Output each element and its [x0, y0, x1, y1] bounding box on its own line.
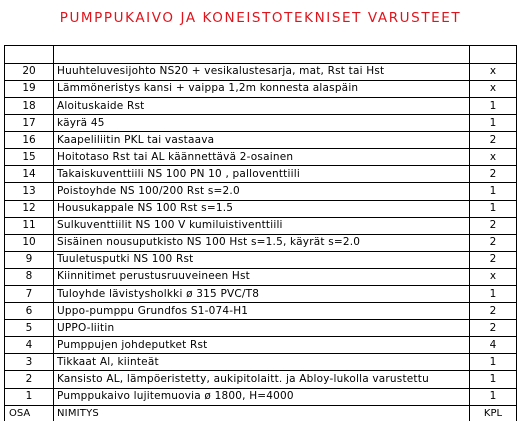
- table-row: [5, 217, 517, 234]
- row-osa: 12: [5, 200, 54, 217]
- table-row: [5, 132, 517, 149]
- row-nimitys: Huuhteluvesijohto NS20 + vesikalustesarja, mat, Rst tai Hst: [54, 63, 470, 80]
- row-kpl: 2: [470, 234, 517, 251]
- row-kpl: 1: [470, 97, 517, 114]
- table-row: [5, 354, 517, 371]
- header-row: [5, 405, 517, 421]
- row-kpl: 2: [470, 217, 517, 234]
- table-row: [5, 286, 517, 303]
- table-row: [5, 149, 517, 166]
- row-kpl: 1: [470, 200, 517, 217]
- table-row: [5, 166, 517, 183]
- row-osa: 11: [5, 217, 54, 234]
- row-kpl: x: [470, 80, 517, 97]
- row-kpl: x: [470, 268, 517, 285]
- header-osa: OSA: [5, 405, 54, 421]
- row-kpl: 1: [470, 115, 517, 132]
- row-kpl: 1: [470, 354, 517, 371]
- row-osa: 15: [5, 149, 54, 166]
- row-osa: 19: [5, 80, 54, 97]
- table-row: [5, 200, 517, 217]
- row-nimitys: Tikkaat Al, kiinteät: [54, 354, 470, 371]
- row-kpl: x: [470, 63, 517, 80]
- row-osa: 5: [5, 320, 54, 337]
- row-osa: 14: [5, 166, 54, 183]
- row-nimitys: Sisäinen nousuputkisto NS 100 Hst s=1.5, käyrät s=2.0: [54, 234, 470, 251]
- row-nimitys: Lämmöneristys kansi + vaippa 1,2m konnesta alaspäin: [54, 80, 470, 97]
- row-kpl: 1: [470, 286, 517, 303]
- table-row: [5, 183, 517, 200]
- row-nimitys: UPPO-liitin: [54, 320, 470, 337]
- row-osa: 9: [5, 251, 54, 268]
- table-row: [5, 388, 517, 405]
- row-nimitys: Kansisto AL, lämpöeristetty, aukipitolaitt. ja Abloy-lukolla varustettu: [54, 371, 470, 388]
- row-nimitys: käyrä 45: [54, 115, 470, 132]
- parts-list-body: [5, 46, 517, 406]
- row-osa: 13: [5, 183, 54, 200]
- row-osa: 2: [5, 371, 54, 388]
- row-kpl: x: [470, 149, 517, 166]
- row-nimitys: Pumppukaivo lujitemuovia ø 1800, H=4000: [54, 388, 470, 405]
- row-osa: 17: [5, 115, 54, 132]
- blank-cell: [470, 46, 517, 64]
- row-nimitys: Sulkuventtiilit NS 100 V kumiluistiventtiili: [54, 217, 470, 234]
- row-nimitys: Kaapeliliitin PKL tai vastaava: [54, 132, 470, 149]
- row-kpl: 2: [470, 320, 517, 337]
- parts-list-table: [4, 45, 517, 421]
- row-osa: 10: [5, 234, 54, 251]
- row-osa: 3: [5, 354, 54, 371]
- table-row: [5, 303, 517, 320]
- row-kpl: 1: [470, 183, 517, 200]
- row-osa: 8: [5, 268, 54, 285]
- table-row: [5, 268, 517, 285]
- table-row: [5, 371, 517, 388]
- table-row: [5, 234, 517, 251]
- row-nimitys: Uppo-pumppu Grundfos S1-074-H1: [54, 303, 470, 320]
- table-row: [5, 115, 517, 132]
- row-osa: 6: [5, 303, 54, 320]
- table-row: [5, 97, 517, 114]
- row-nimitys: Tuuletusputki NS 100 Rst: [54, 251, 470, 268]
- row-kpl: 2: [470, 251, 517, 268]
- row-osa: 20: [5, 63, 54, 80]
- row-nimitys: Tuloyhde lävistysholkki ø 315 PVC/T8: [54, 286, 470, 303]
- row-nimitys: Pumppujen johdeputket Rst: [54, 337, 470, 354]
- table-row: [5, 251, 517, 268]
- row-kpl: 1: [470, 388, 517, 405]
- row-nimitys: Kiinnitimet perustusruuveineen Hst: [54, 268, 470, 285]
- row-osa: 16: [5, 132, 54, 149]
- row-kpl: 1: [470, 371, 517, 388]
- row-kpl: 2: [470, 303, 517, 320]
- row-osa: 7: [5, 286, 54, 303]
- row-nimitys: Hoitotaso Rst tai AL käännettävä 2-osainen: [54, 149, 470, 166]
- parts-list-header: [5, 405, 517, 421]
- table-row: [5, 337, 517, 354]
- table-row: [5, 63, 517, 80]
- blank-row: [5, 46, 517, 64]
- row-nimitys: Aloituskaide Rst: [54, 97, 470, 114]
- table-row: [5, 320, 517, 337]
- blank-cell: [54, 46, 470, 64]
- row-kpl: 2: [470, 132, 517, 149]
- header-nimitys: NIMITYS: [54, 405, 470, 421]
- blank-cell: [5, 46, 54, 64]
- table-row: [5, 80, 517, 97]
- row-kpl: 2: [470, 166, 517, 183]
- row-nimitys: Takaiskuventtiili NS 100 PN 10 , palloventtiili: [54, 166, 470, 183]
- row-nimitys: Poistoyhde NS 100/200 Rst s=2.0: [54, 183, 470, 200]
- drawing-title: PUMPPUKAIVO JA KONEISTOTEKNISET VARUSTEET: [59, 10, 462, 26]
- header-kpl: KPL: [470, 405, 517, 421]
- row-nimitys: Housukappale NS 100 Rst s=1.5: [54, 200, 470, 217]
- row-osa: 18: [5, 97, 54, 114]
- row-kpl: 4: [470, 337, 517, 354]
- row-osa: 4: [5, 337, 54, 354]
- row-osa: 1: [5, 388, 54, 405]
